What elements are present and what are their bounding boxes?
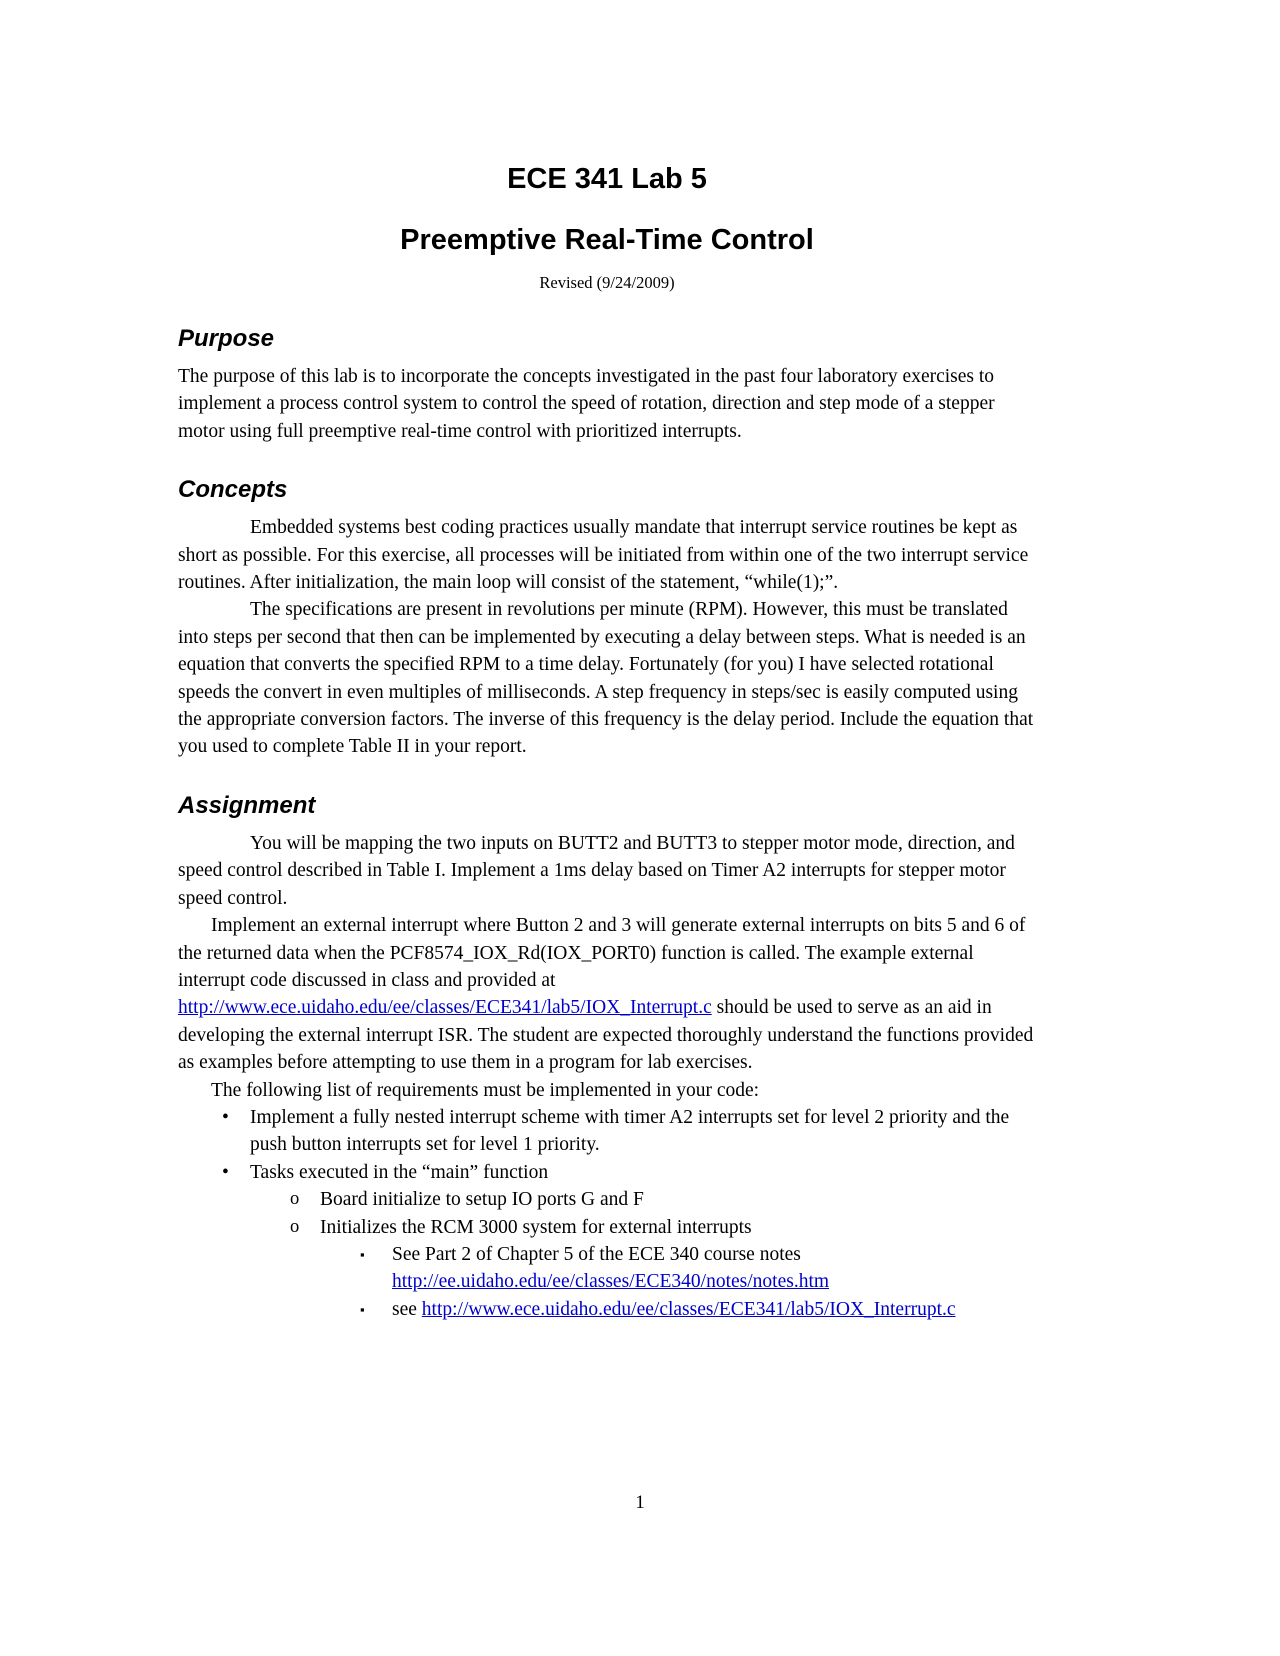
list-item-main-tasks — [178, 1159, 1036, 1186]
square-bullet-icon: ▪ — [360, 1246, 365, 1262]
circle-bullet-icon: o — [290, 1189, 300, 1210]
list-item-nested-interrupt — [178, 1104, 1036, 1159]
list-item-iox-interrupt-ref — [178, 1296, 1036, 1323]
list-item-text: Implement a fully nested interrupt scheme with timer A2 interrupts set for level 2 priority and the push button interrupts set for level 1 priority. — [250, 1106, 1010, 1156]
page-number: 1 — [635, 1492, 645, 1513]
ece340-notes-link[interactable]: http://ee.uidaho.edu/ee/classes/ECE340/notes/notes.htm — [392, 1271, 830, 1293]
list-item-course-notes — [178, 1241, 1036, 1296]
requirements-intro: The following list of requirements must be implemented in your code: — [211, 1079, 760, 1101]
concepts-paragraph-2: The specifications are present in revolutions per minute (RPM). However, this must be translated into steps per second that then can be implemented by executing a delay between steps. What is needed is an equation that converts the specified RPM to a time delay. Fortunately (for you) I have selected rotational speeds the convert in even multiples of milliseconds. A step frequency in steps/sec is easily computed using the appropriate conversion factors. The inverse of this frequency is the delay period. Include the equation that you used to complete Table II in your report. — [178, 599, 1034, 758]
section-heading-concepts: Concepts — [178, 476, 288, 504]
circle-bullet-icon: o — [290, 1216, 300, 1237]
doc-title: ECE 341 Lab 5 — [507, 163, 707, 195]
document-content — [178, 162, 1036, 1323]
list-item-text — [392, 1241, 1036, 1296]
assignment-paragraph-1: You will be mapping the two inputs on BUTT2 and BUTT3 to stepper motor mode, direction, and speed control described in Table I. Implement a 1ms delay based on Timer A2 interrupts for stepper motor speed control. — [178, 832, 1015, 909]
iox-interrupt-link[interactable]: http://www.ece.uidaho.edu/ee/classes/ECE341/lab5/IOX_Interrupt.c — [178, 997, 712, 1019]
purpose-paragraph: The purpose of this lab is to incorporate the concepts investigated in the past four laboratory exercises to implement a process control system to control the speed of rotation, direction and step mode of a stepper motor using full preemptive real-time control with prioritized interrupts. — [178, 366, 995, 442]
requirements-list — [178, 1104, 1036, 1323]
see-text: see — [392, 1298, 422, 1320]
section-heading-purpose: Purpose — [178, 325, 275, 352]
course-notes-text: See Part 2 of Chapter 5 of the ECE 340 course notes — [392, 1243, 801, 1265]
assignment-paragraph-2-text-before: Implement an external interrupt where Button 2 and 3 will generate external interrupts on bits 5 and 6 of the returned data when the PCF8574_IOX_Rd(IOX_PORT0) function is called. The example external interrupt code discussed in class and provided at — [178, 915, 1026, 991]
square-bullet-icon: ▪ — [360, 1301, 365, 1317]
doc-subtitle: Preemptive Real-Time Control — [400, 224, 814, 256]
bullet-icon: • — [222, 1106, 229, 1128]
doc-revision-date: Revised (9/24/2009) — [539, 273, 675, 292]
concepts-paragraph-1: Embedded systems best coding practices usually mandate that interrupt service routines be kept as short as possible. For this exercise, all processes will be initiated from within one of the two interrupt service routines. After initialization, the main loop will consist of the statement, “while(1);”. — [178, 517, 1029, 594]
list-item-text — [392, 1296, 1036, 1323]
list-item-text: Board initialize to setup IO ports G and F — [320, 1189, 644, 1211]
list-item-rcm3000-init — [178, 1214, 1036, 1241]
list-item-board-initialize — [178, 1186, 1036, 1213]
list-item-text: Initializes the RCM 3000 system for external interrupts — [320, 1216, 752, 1238]
list-item-text: Tasks executed in the “main” function — [250, 1161, 549, 1183]
assignment-paragraph-2-text-after: should be used to serve as an aid in developing the external interrupt ISR. The student are expected thoroughly understand the functions provided as examples before attempting to use them in a program for lab exercises. — [178, 997, 1034, 1074]
iox-interrupt-link-2[interactable]: http://www.ece.uidaho.edu/ee/classes/ECE341/lab5/IOX_Interrupt.c — [421, 1298, 956, 1320]
bullet-icon: • — [222, 1161, 229, 1183]
assignment-paragraph-2 — [178, 912, 1036, 1076]
section-heading-assignment: Assignment — [178, 791, 316, 819]
